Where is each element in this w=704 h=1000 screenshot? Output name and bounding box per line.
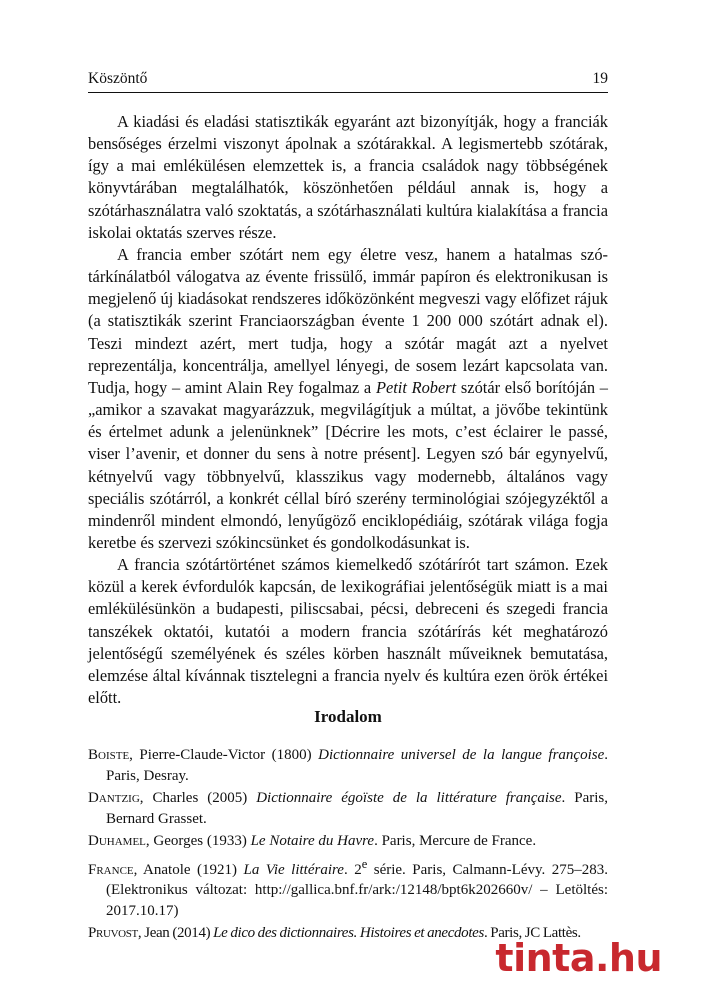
references-heading: Irodalom xyxy=(314,707,382,726)
reference-author-rest: , Charles (2005) xyxy=(139,790,257,806)
paragraph-2-part-2: szótár első borítóján – „amikor a szavakat magyarázzuk, megvilágítjuk a múltat, a jövőbe tekintünk és értelmet adunk a jelenünknek” [Décrire les mots, c’est éclairer le passé, viser l’avenir, et donner du sens à notre présent]. Legyen szó bár egynyelvű, kétnyelvű vagy többnyelvű, klasszikus vagy modernebb, általános vagy speciális szótárról, a konkrét céllal bíró szerény terminológiai szójegyzéktől a mindenről mindent elmondó, lenyűgöző enciklopédiáig, szótárak világa fogja keretbe és szervezi szókincsünket és gondolkodásunkat is. xyxy=(88,377,608,552)
reference-list xyxy=(88,745,608,944)
reference-publisher: . Paris, Bernard Grasset. xyxy=(106,790,609,827)
paragraph-2-part-1: A francia ember szótárt nem egy életre vesz, hanem a hatalmas szótárkínálatból válogatva az évente frissülő, immár papíron és elektronikusan is megjelenő új kiadásokat rendszeres időközönként megveszi vagy előfizet rájuk (a statisztikák szerint Franciaországban évente 1 200 000 szótárt adnak el). Teszi mindezt azért, mert tudja, hogy a szótár magát azt a nyelvet reprezentálja, koncentrálja, amellyel lényegi, de sosem lezárt kapcsolata van. Tudja, hogy – amint Alain Rey fogalmaz a xyxy=(88,244,608,397)
reference-title: La Vie littéraire xyxy=(243,861,344,878)
reference-publisher: . Paris, JC Lattès. xyxy=(483,925,581,941)
reference-author-rest: , Anatole (1921) xyxy=(133,861,244,878)
paragraph-2 xyxy=(88,244,608,554)
reference-author: Boiste xyxy=(88,747,130,763)
reference-author: France xyxy=(88,861,134,878)
reference-author: Dantzig xyxy=(88,790,140,806)
reference-item-dantzig xyxy=(88,788,608,829)
reference-edition-superscript: e xyxy=(361,856,368,871)
reference-publisher: . Paris, Mercure de France. xyxy=(374,833,537,849)
reference-item-france xyxy=(88,854,608,922)
reference-author: Duhamel xyxy=(88,833,146,849)
body-text xyxy=(88,111,608,709)
reference-publisher: . Paris, Desray. xyxy=(106,747,609,784)
running-header xyxy=(88,70,608,93)
reference-title: Dictionnaire égoïste de la littérature française xyxy=(256,790,562,806)
petit-robert-title: Petit Robert xyxy=(375,377,457,397)
reference-author: Pruvost xyxy=(88,925,138,941)
reference-publisher: série. Paris, Calmann-Lévy. 275–283. (Elektronikus változat: http://gallica.bnf.fr/ark:/12148/bpt6k202660v/ – Letöltés: 2017.10.17) xyxy=(106,861,608,919)
reference-item-boiste xyxy=(88,745,608,786)
paragraph-3: A francia szótártörténet számos kiemelkedő szótárírót tart számon. Ezek közül a kerek évfordulók kapcsán, de lexikográfiai jelentőségük miatt is a mai emlékülésünkön a budapesti, piliscsabai, pécsi, debreceni és szegedi francia tanszékek oktatói, kutatói a modern francia szótárírás két meghatározó jelentőségű személyének és széles körben használt műveiknek bemutatása, elemzése által kívánnak tisztelegni a francia nyelv és kultúra ezen örök értékei előtt. xyxy=(88,555,608,708)
reference-author-rest: , Georges (1933) xyxy=(145,833,251,849)
paragraph-1: A kiadási és eladási statisztikák egyaránt azt bizonyítják, hogy a franciák bensőséges érzelmi viszonyt ápolnak a szótárakkal. A legismertebb szótárak, így a mai emlékülésen elemzettek is, a francia családok nagy többségének könyvtárában megtalálhatók, köszönhetően például annak is, hogy a szótárhasználatra való szoktatás, a szótárhasználati kultúra kialakítása a francia iskolai oktatás szerves része. xyxy=(88,112,608,242)
reference-author-rest: , Pierre-Claude-Victor (1800) xyxy=(129,747,319,763)
reference-item-duhamel xyxy=(88,831,608,852)
reference-title: Dictionnaire universel de la langue françoise xyxy=(318,747,605,763)
chapter-title: Köszöntő xyxy=(88,70,148,87)
reference-edition: . 2 xyxy=(343,861,362,878)
reference-title: Le Notaire du Havre xyxy=(250,833,375,849)
page-number: 19 xyxy=(592,70,608,87)
reference-author-rest: , Jean (2014) xyxy=(137,925,214,941)
tinta-watermark: tinta.hu xyxy=(495,936,662,980)
reference-title: Le dico des dictionnaires. Histoires et anecdotes xyxy=(213,925,484,941)
